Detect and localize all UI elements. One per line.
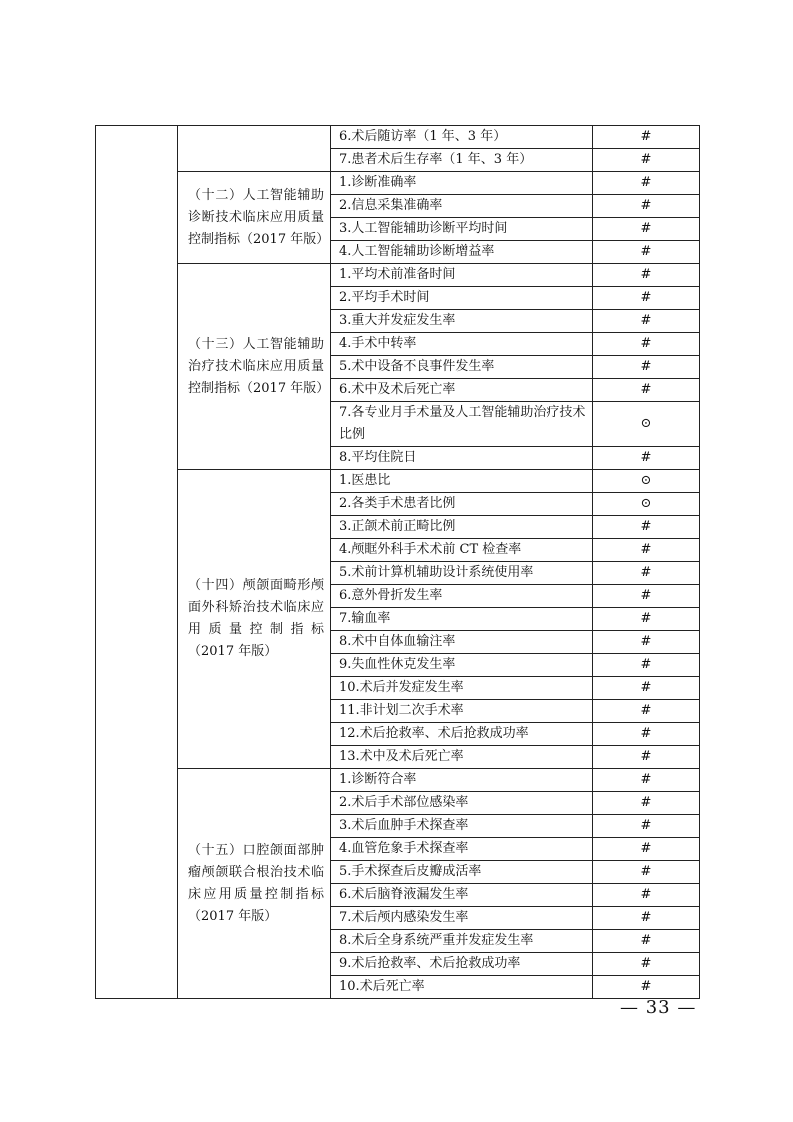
indicator-cell: 11.非计划二次手术率 <box>331 700 593 723</box>
mark-cell: # <box>593 838 700 861</box>
mark-cell: # <box>593 172 700 195</box>
mark-cell: # <box>593 264 700 287</box>
table-row <box>96 470 700 493</box>
mark-cell: # <box>593 907 700 930</box>
indicator-cell: 3.正颌术前正畸比例 <box>331 516 593 539</box>
table-row <box>96 769 700 792</box>
mark-cell: # <box>593 631 700 654</box>
mark-cell: # <box>593 723 700 746</box>
mark-cell: # <box>593 654 700 677</box>
category-cell: （十五）口腔颌面部肿瘤颅颌联合根治技术临床应用质量控制指标（2017 年版） <box>178 769 331 999</box>
indicator-cell: 6.术中及术后死亡率 <box>331 379 593 402</box>
indicator-cell: 8.术中自体血输注率 <box>331 631 593 654</box>
mark-cell: ⊙ <box>593 493 700 516</box>
indicator-cell: 4.颅眶外科手术术前 CT 检查率 <box>331 539 593 562</box>
indicator-cell: 10.术后死亡率 <box>331 976 593 999</box>
mark-cell: # <box>593 126 700 149</box>
category-cell: （十四）颅颌面畸形颅面外科矫治技术临床应用质量控制指标（2017 年版） <box>178 470 331 769</box>
indicator-cell: 6.意外骨折发生率 <box>331 585 593 608</box>
mark-cell: # <box>593 310 700 333</box>
mark-cell: # <box>593 539 700 562</box>
indicator-cell: 3.重大并发症发生率 <box>331 310 593 333</box>
mark-cell: # <box>593 861 700 884</box>
table-row <box>96 172 700 195</box>
mark-cell: ⊙ <box>593 470 700 493</box>
mark-cell: # <box>593 562 700 585</box>
mark-cell: # <box>593 953 700 976</box>
indicator-cell: 5.手术探查后皮瓣成活率 <box>331 861 593 884</box>
indicator-cell: 2.平均手术时间 <box>331 287 593 310</box>
mark-cell: ⊙ <box>593 402 700 447</box>
mark-cell: # <box>593 585 700 608</box>
mark-cell: # <box>593 287 700 310</box>
indicator-cell: 4.手术中转率 <box>331 333 593 356</box>
page-number: — 33 — <box>620 997 697 1018</box>
indicator-cell: 8.术后全身系统严重并发症发生率 <box>331 930 593 953</box>
indicator-cell: 7.各专业月手术量及人工智能辅助治疗技术比例 <box>331 402 593 447</box>
mark-cell: # <box>593 769 700 792</box>
indicator-cell: 8.平均住院日 <box>331 447 593 470</box>
indicator-cell: 4.血管危象手术探查率 <box>331 838 593 861</box>
indicator-cell: 4.人工智能辅助诊断增益率 <box>331 241 593 264</box>
mark-cell: # <box>593 884 700 907</box>
mark-cell: # <box>593 930 700 953</box>
indicator-cell: 1.平均术前准备时间 <box>331 264 593 287</box>
mark-cell: # <box>593 241 700 264</box>
indicator-cell: 9.术后抢救率、术后抢救成功率 <box>331 953 593 976</box>
indicator-cell: 1.诊断符合率 <box>331 769 593 792</box>
mark-cell: # <box>593 333 700 356</box>
mark-cell: # <box>593 516 700 539</box>
indicator-cell: 3.术后血肿手术探查率 <box>331 815 593 838</box>
indicator-cell: 10.术后并发症发生率 <box>331 677 593 700</box>
indicator-cell: 6.术后随访率（1 年、3 年） <box>331 126 593 149</box>
mark-cell: # <box>593 746 700 769</box>
indicator-cell: 6.术后脑脊液漏发生率 <box>331 884 593 907</box>
mark-cell: # <box>593 700 700 723</box>
table-row <box>96 126 700 149</box>
mark-cell: # <box>593 149 700 172</box>
mark-cell: # <box>593 608 700 631</box>
mark-cell: # <box>593 976 700 999</box>
indicator-cell: 12.术后抢救率、术后抢救成功率 <box>331 723 593 746</box>
mark-cell: # <box>593 218 700 241</box>
mark-cell: # <box>593 195 700 218</box>
indicator-cell: 2.各类手术患者比例 <box>331 493 593 516</box>
mark-cell: # <box>593 447 700 470</box>
mark-cell: # <box>593 379 700 402</box>
indicator-cell: 7.输血率 <box>331 608 593 631</box>
indicator-cell: 1.诊断准确率 <box>331 172 593 195</box>
indicator-cell: 2.术后手术部位感染率 <box>331 792 593 815</box>
quality-indicator-table <box>95 125 700 999</box>
outer-category-cell <box>96 126 178 999</box>
mark-cell: # <box>593 792 700 815</box>
indicator-cell: 7.患者术后生存率（1 年、3 年） <box>331 149 593 172</box>
category-cell: （十二）人工智能辅助诊断技术临床应用质量控制指标（2017 年版） <box>178 172 331 264</box>
indicator-cell: 13.术中及术后死亡率 <box>331 746 593 769</box>
indicator-cell: 1.医患比 <box>331 470 593 493</box>
mark-cell: # <box>593 815 700 838</box>
mark-cell: # <box>593 356 700 379</box>
table-body <box>96 126 700 999</box>
category-cell <box>178 126 331 172</box>
mark-cell: # <box>593 677 700 700</box>
indicator-cell: 2.信息采集准确率 <box>331 195 593 218</box>
indicator-cell: 5.术前计算机辅助设计系统使用率 <box>331 562 593 585</box>
indicator-cell: 7.术后颅内感染发生率 <box>331 907 593 930</box>
indicator-cell: 3.人工智能辅助诊断平均时间 <box>331 218 593 241</box>
category-cell: （十三）人工智能辅助治疗技术临床应用质量控制指标（2017 年版） <box>178 264 331 470</box>
indicator-cell: 9.失血性休克发生率 <box>331 654 593 677</box>
indicator-cell: 5.术中设备不良事件发生率 <box>331 356 593 379</box>
table-row <box>96 264 700 287</box>
